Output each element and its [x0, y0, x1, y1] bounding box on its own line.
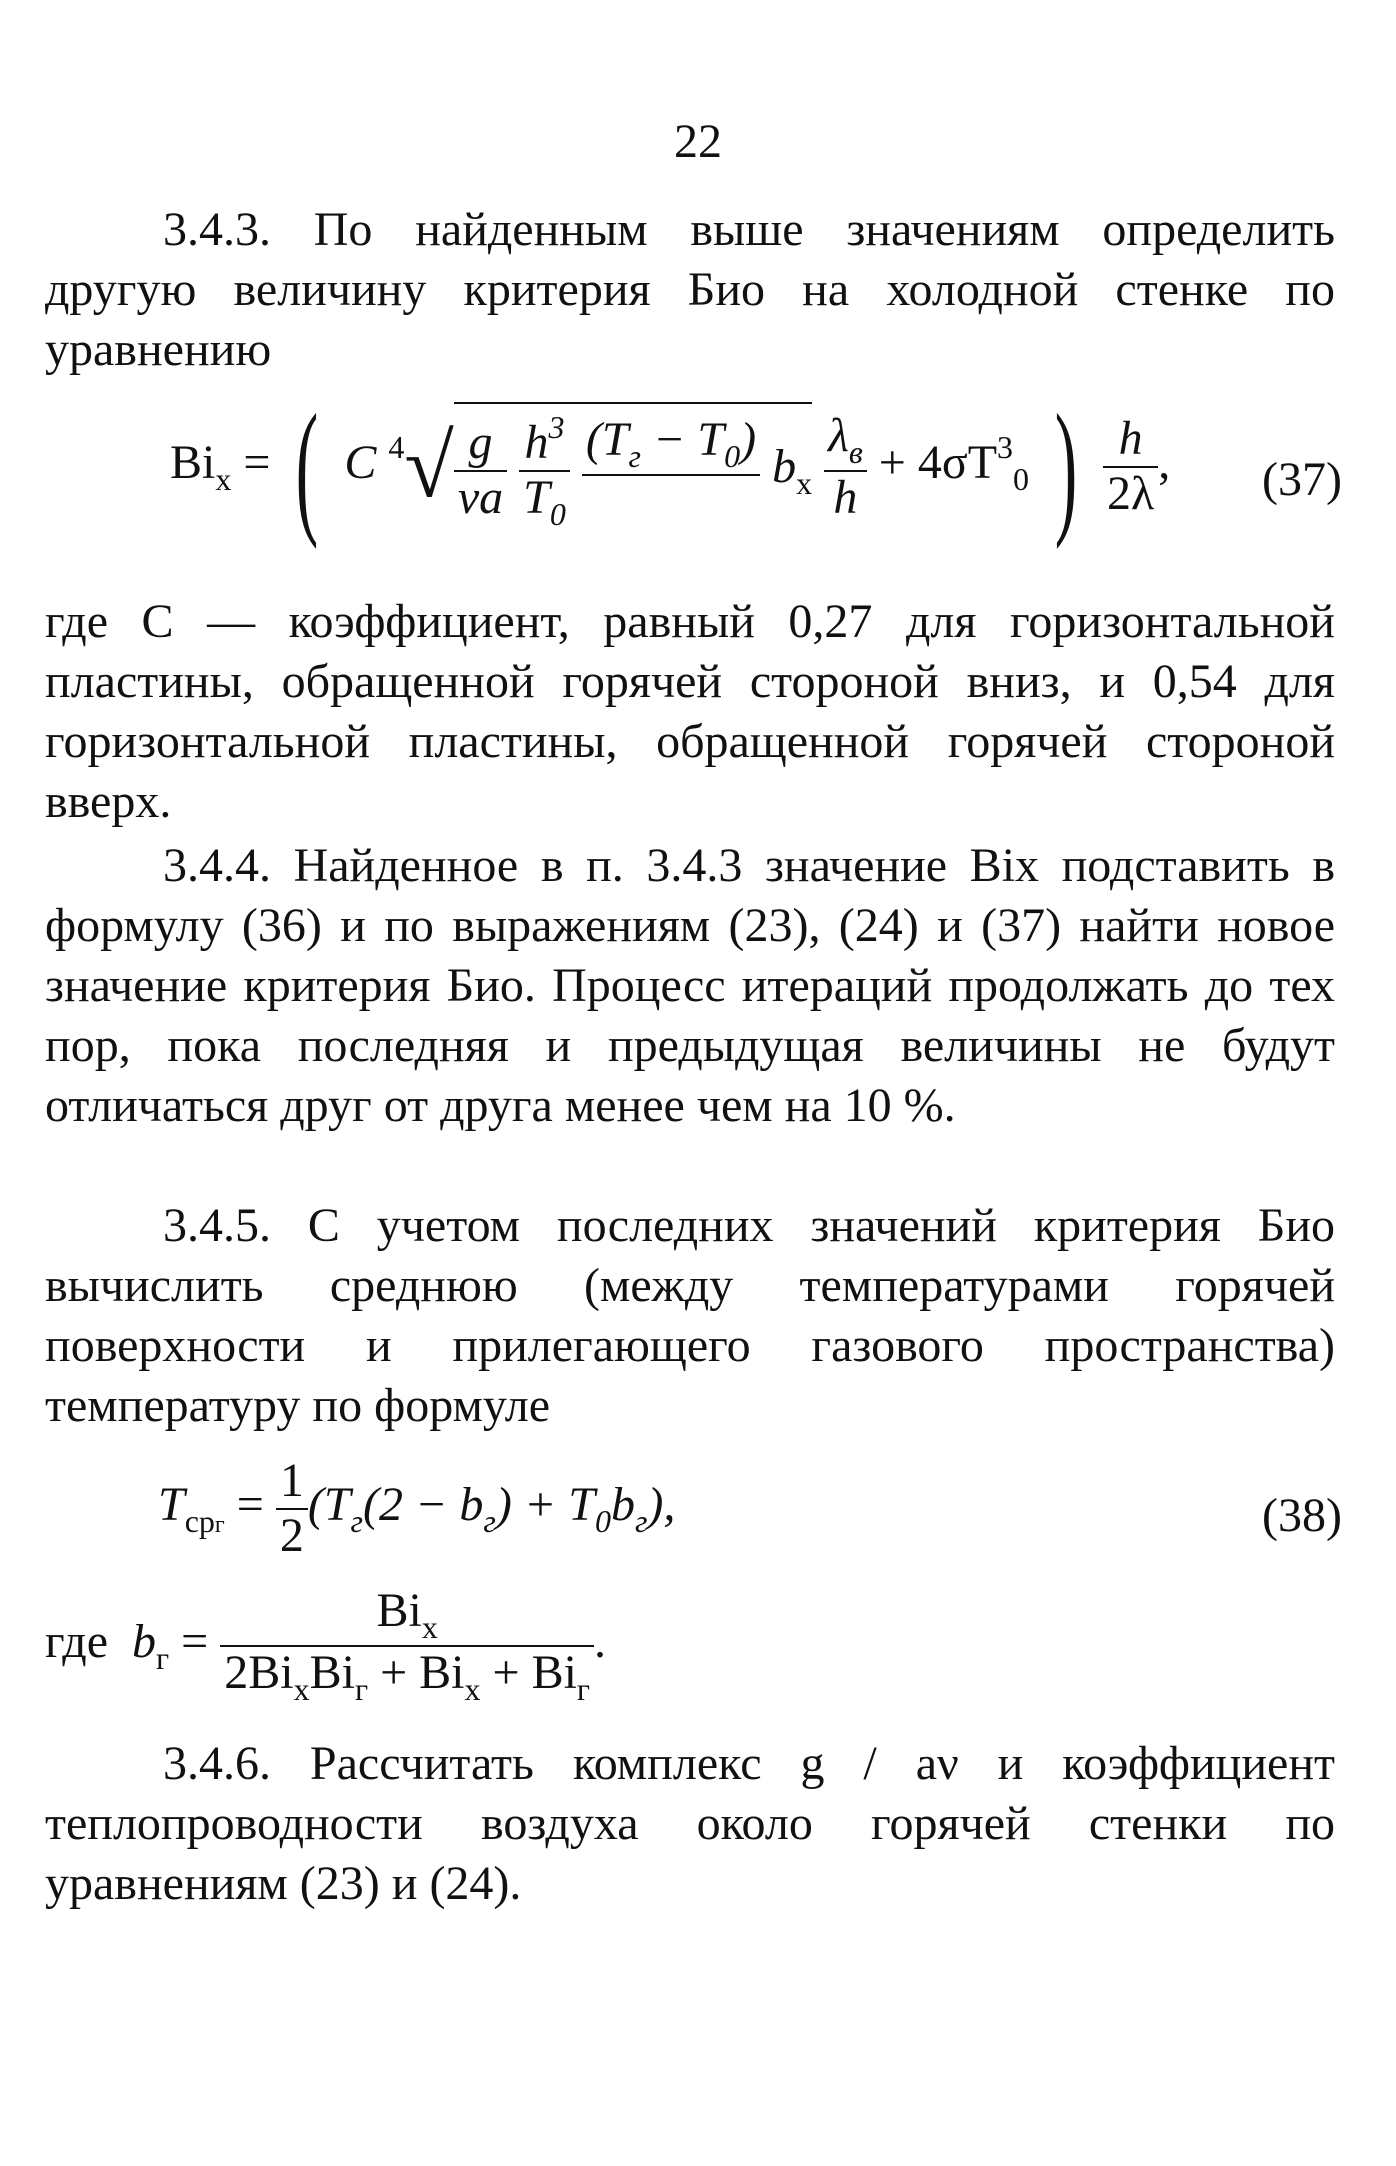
eq37-equals: = [243, 436, 271, 490]
eqbr-fraction: $\frac{Bi_х}{2Bi_хBi_г + Bi_х + Bi_г}$ [220, 1585, 594, 1707]
eq37-frac-h-2lambda: $\frac{h}{2\lambda}$ [1103, 413, 1158, 521]
eq37-right-paren: ) [1054, 384, 1078, 550]
equation-37: $Bi_х$ = ( C $^4$√ $\frac{g}{\nu a}$ $\frac{h^3}{T_0}$ $(T_г - T_0)$ $b_х$ $\frac{\lambda_в}{h}$ + $4\sigma T^3_0$ ) $\frac{h}{2\lambda}$ , [170, 384, 1171, 550]
paragraph-3-4-6: 3.4.6. Рассчитать комплекс g / aν и коэффициент теплопроводности воздуха около горячей стенки по уравнениям (23) и (24). [45, 1737, 1335, 1910]
eq37-lhs: Bi [170, 436, 216, 490]
equation-b-r: где $b_г$ = $\frac{Bi_х}{2Bi_хBi_г + Bi_х + Bi_г}$ . [45, 1584, 607, 1708]
eq37-root-sign: √ [404, 417, 454, 517]
equation-37-number: (37) [1262, 453, 1342, 506]
paragraph-3-4-3: 3.4.3. По найденным выше значениям определить другую величину критерия Био на холодной стенке по уравнению [45, 203, 1335, 376]
eq37-lhs-sub: х [215, 461, 232, 498]
eq37-root-index: 4 [388, 429, 405, 466]
eq37-frac-lambda: $\frac{\lambda_в}{h}$ [824, 410, 867, 525]
equation-38-number: (38) [1262, 1489, 1342, 1542]
paragraph-coefficient-c: где C — коэффициент, равный 0,27 для горизонтальной пластины, обращенной горячей стороной вниз, и 0,54 для горизонтальной пластины, обращенной горячей стороной вверх. [45, 595, 1335, 828]
equation-38: $T_{срг}$ = $\frac{1}{2}$ $(T_г(2 - b_г) + T_0b_г)$, [158, 1454, 676, 1562]
paragraph-3-4-4: 3.4.4. Найденное в п. 3.4.3 значение Biх подставить в формулу (36) и по выражениям (23), (24) и (37) найти новое значение критерия Био. Процесс итераций продолжать до тех пор, пока последняя и предыдущая величины не будут отличаться друг от друга менее чем на 10 %. [45, 839, 1335, 1132]
eq37-radiation-term: + 4σT [878, 436, 998, 490]
eq37-frac-delta: $(T_г - T_0)$ [582, 414, 760, 529]
eq38-half: $\frac{1}{2}$ [276, 1455, 308, 1563]
eq37-frac-h: $\frac{h^3}{T_0}$ [519, 410, 570, 532]
eq37-c: C [344, 436, 377, 490]
eq37-radicand: $\frac{g}{\nu a}$ $\frac{h^3}{T_0}$ $(T_г - T_0)$ $b_х$ [454, 402, 812, 532]
eq37-left-paren: ( [296, 384, 319, 550]
eq37-b: b [772, 440, 797, 494]
paragraph-3-4-5: 3.4.5. С учетом последних значений критерия Био вычислить среднюю (между температурами горячей поверхности и прилегающего газового пространства) температуру по формуле [45, 1199, 1335, 1432]
eq37-frac-g: $\frac{g}{\nu a}$ [454, 417, 507, 525]
page-number: 22 [674, 115, 722, 168]
